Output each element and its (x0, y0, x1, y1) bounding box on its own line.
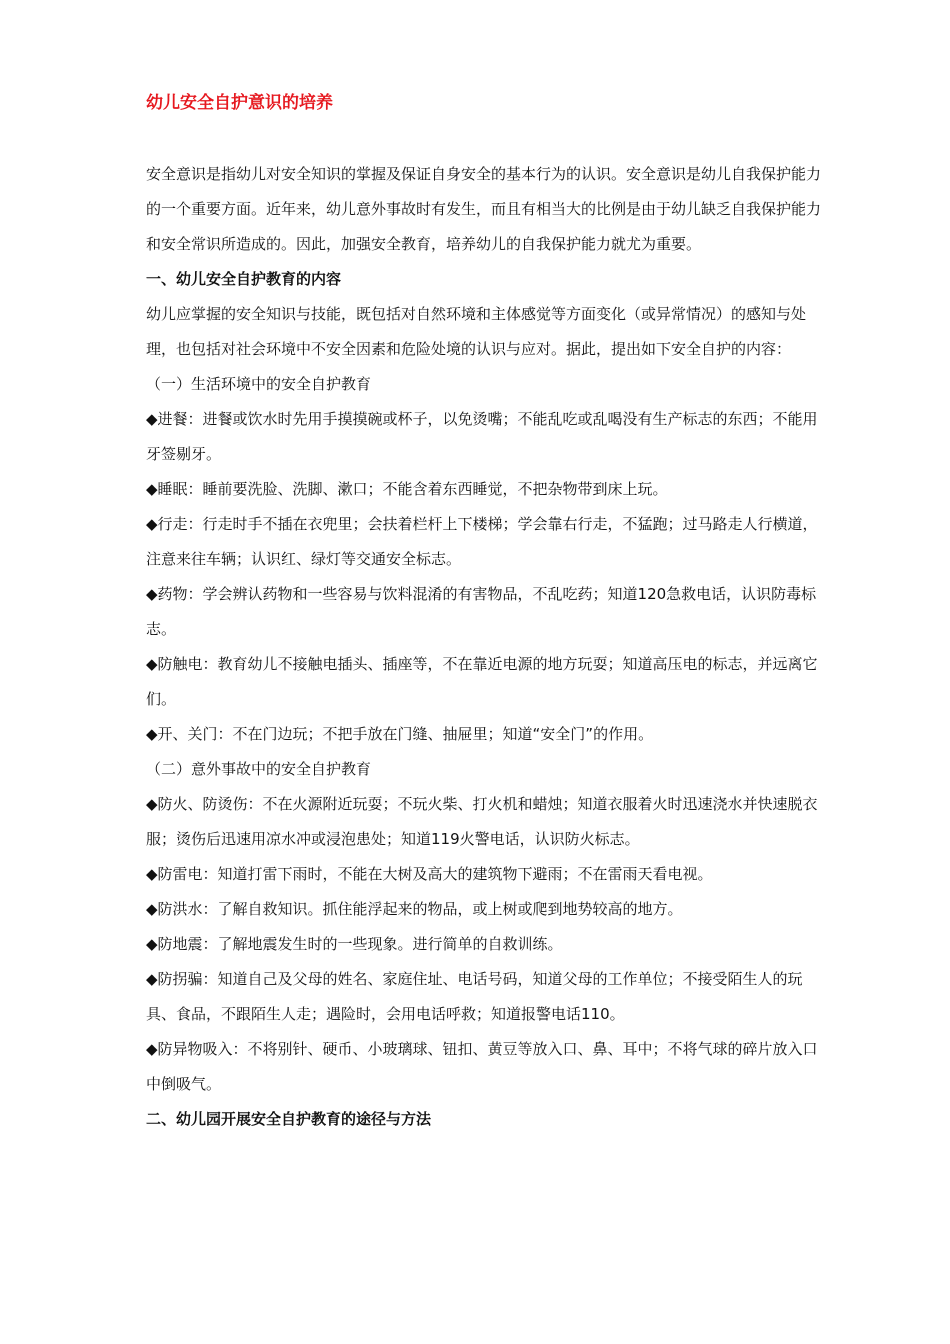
document-page (146, 92, 824, 1137)
subsection-1-heading: （一）生活环境中的安全自护教育 (146, 375, 372, 393)
list-item-electric: ◆防触电：教育幼儿不接触电插头、插座等，不在靠近电源的地方玩耍；知道高压电的标志，并远离它们。 (146, 655, 818, 708)
list-item-fire: ◆防火、防烫伤：不在火源附近玩耍；不玩火柴、打火机和蜡烛；知道衣服着火时迅速浇水并快速脱衣服；烫伤后迅速用凉水冲或浸泡患处；知道119火警电话，认识防火标志。 (146, 795, 818, 848)
intro-paragraph: 安全意识是指幼儿对安全知识的掌握及保证自身安全的基本行为的认识。安全意识是幼儿自我保护能力的一个重要方面。近年来，幼儿意外事故时有发生，而且有相当大的比例是由于幼儿缺乏自我保护能力和安全常识所造成的。因此，加强安全教育，培养幼儿的自我保护能力就尤为重要。 (146, 165, 822, 253)
list-item-dining: ◆进餐：进餐或饮水时先用手摸摸碗或杯子，以免烫嘴；不能乱吃或乱喝没有生产标志的东西；不能用牙签剔牙。 (146, 410, 818, 463)
list-item-sleep: ◆睡眠：睡前要洗脸、洗脚、漱口；不能含着东西睡觉，不把杂物带到床上玩。 (146, 480, 668, 498)
subsection-2-heading: （二）意外事故中的安全自护教育 (146, 760, 372, 778)
document-title: 幼儿安全自护意识的培养 (146, 93, 333, 113)
section-1-heading: 一、幼儿安全自护教育的内容 (146, 270, 342, 288)
list-item-walking: ◆行走：行走时手不插在衣兜里；会扶着栏杆上下楼梯；学会靠右行走，不猛跑；过马路走人行横道，注意来往车辆；认识红、绿灯等交通安全标志。 (146, 515, 818, 568)
section-1-intro: 幼儿应掌握的安全知识与技能，既包括对自然环境和主体感觉等方面变化（或异常情况）的感知与处理，也包括对社会环境中不安全因素和危险处境的认识与应对。据此，提出如下安全自护的内容： (146, 305, 807, 358)
list-item-lightning: ◆防雷电：知道打雷下雨时，不能在大树及高大的建筑物下避雨；不在雷雨天看电视。 (146, 865, 713, 883)
list-item-doors: ◆开、关门：不在门边玩；不把手放在门缝、抽屉里；知道“安全门”的作用。 (146, 725, 654, 743)
section-2-heading: 二、幼儿园开展安全自护教育的途径与方法 (146, 1110, 432, 1128)
list-item-foreign-object: ◆防异物吸入：不将别针、硬币、小玻璃球、钮扣、黄豆等放入口、鼻、耳中；不将气球的碎片放入口中倒吸气。 (146, 1040, 818, 1093)
list-item-abduction: ◆防拐骗：知道自己及父母的姓名、家庭住址、电话号码，知道父母的工作单位；不接受陌生人的玩具、食品，不跟陌生人走；遇险时，会用电话呼救；知道报警电话110。 (146, 970, 803, 1023)
list-item-flood: ◆防洪水：了解自救知识。抓住能浮起来的物品，或上树或爬到地势较高的地方。 (146, 900, 683, 918)
list-item-earthquake: ◆防地震：了解地震发生时的一些现象。进行简单的自救训练。 (146, 935, 563, 953)
list-item-medicine: ◆药物：学会辨认药物和一些容易与饮料混淆的有害物品，不乱吃药；知道120急救电话，认识防毒标志。 (146, 585, 817, 638)
